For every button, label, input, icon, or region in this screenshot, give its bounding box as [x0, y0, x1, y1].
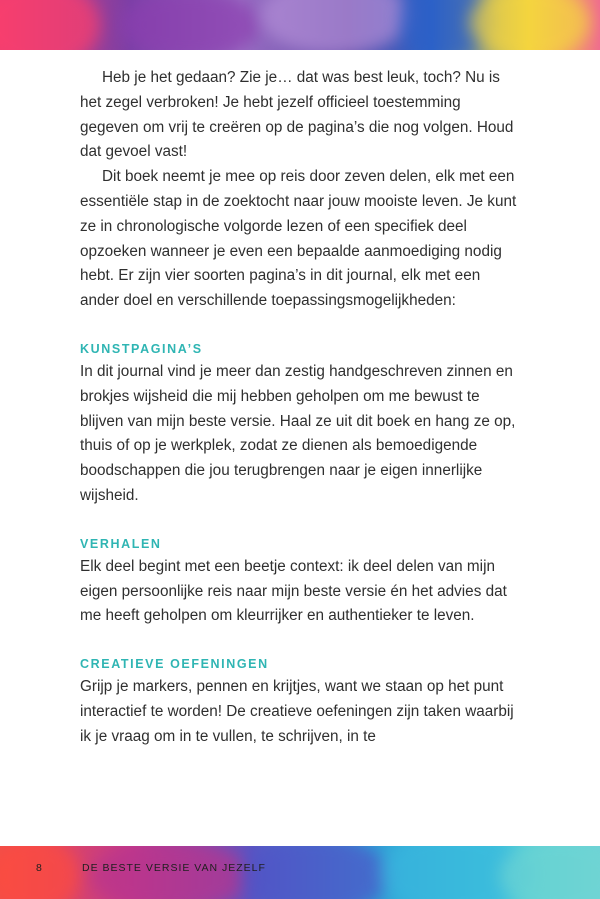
page-number: 8: [36, 862, 43, 874]
body-paragraph-1: Heb je het gedaan? Zie je… dat was best leuk, toch? Nu is het zegel verbroken! Je hebt jezelf officieel toestemming gegeven om vrij te creëren op de pagina’s die nog volgen. Houd dat gevoel vast!: [80, 69, 514, 161]
section-text-verhalen: Elk deel begint met een beetje context: ik deel delen van mijn eigen persoonlijke reis naar mijn beste versie én het advies dat me heeft geholpen om kleurrijker en authentieker te leven.: [80, 557, 507, 625]
section-heading-verhalen: VERHALEN: [80, 536, 162, 551]
running-head: DE BESTE VERSIE VAN JEZELF: [82, 862, 266, 874]
top-decorative-band: [0, 0, 600, 50]
section-text-kunstpaginas: In dit journal vind je meer dan zestig handgeschreven zinnen en brokjes wijsheid die mij hebben geholpen om me bewust te blijven van mijn beste versie. Haal ze uit dit boek en hang ze op, thuis of op je werkplek, zodat ze dienen als bemoedigende boodschappen die jou terugbrengen naar je eigen innerlijke wijsheid.: [80, 362, 516, 504]
page-content: [80, 66, 522, 750]
section-text-creatieve-oefeningen: Grijp je markers, pennen en krijtjes, want we staan op het punt interactief te worden! De creatieve oefeningen zijn taken waarbij ik je vraag om in te vullen, te schrijven, in te: [80, 678, 514, 745]
body-paragraph-2: Dit boek neemt je mee op reis door zeven delen, elk met een essentiële stap in de zoektocht naar jouw mooiste leven. Je kunt ze in chronologische volgorde lezen of een specifiek deel opzoeken wanneer je even een bepaalde aanmoediging nodig hebt. Er zijn vier soorten pagina’s in dit journal, elk met een ander doel en verschillende toepassingsmogelijkheden:: [80, 168, 517, 310]
page-footer: [0, 858, 600, 882]
section-heading-kunstpaginas: KUNSTPAGINA’S: [80, 341, 203, 356]
section-heading-creatieve-oefeningen: CREATIEVE OEFENINGEN: [80, 657, 269, 672]
